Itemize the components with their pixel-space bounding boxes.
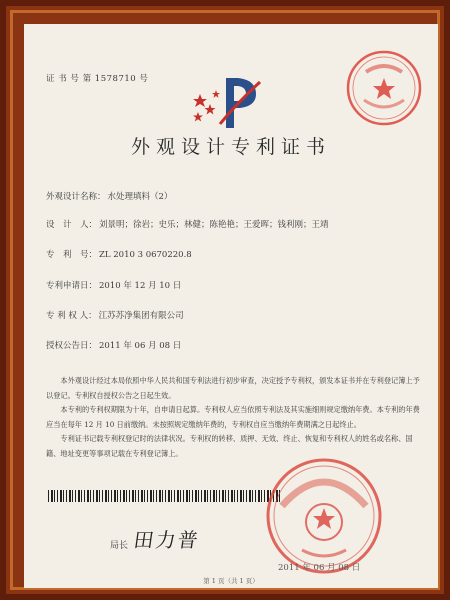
- field-label: 设 计 人：: [46, 220, 98, 230]
- field-label: 专利申请日：: [46, 281, 98, 291]
- field-designers: [46, 218, 329, 230]
- certificate-paper: [24, 24, 438, 588]
- field-label: 专 利 权 人：: [46, 311, 97, 321]
- field-value: 刘景明；徐岩；史乐；林健；陈艳艳；王爱晖；钱利刚；王靖: [99, 220, 329, 230]
- field-value: 江苏苏净集团有限公司: [98, 311, 184, 321]
- issue-date: 2011 年 06 月 08 日: [278, 563, 361, 573]
- field-grant-date: [46, 339, 181, 351]
- director-label: 局长: [110, 541, 129, 551]
- field-value: 2010 年 12 月 10 日: [99, 281, 182, 291]
- field-patentee: [46, 309, 184, 321]
- top-right-seal-icon: [344, 48, 424, 128]
- body-paragraph: 专利证书记载专利权登记时的法律状况。专利权的转移、质押、无效、终止、恢复和专利权人的姓名或名称、国籍、地址变更等事项记载在专利登记簿上。: [46, 434, 413, 458]
- field-patent-number: [46, 248, 192, 260]
- patent-office-logo-icon: [186, 74, 272, 132]
- official-seal-icon: [264, 456, 384, 576]
- field-label: 授权公告日：: [46, 341, 98, 351]
- field-application-date: [46, 279, 181, 291]
- certificate-number: 证 书 号 第 1578710 号: [46, 74, 149, 84]
- field-design-name: [46, 190, 172, 202]
- page-title: 外观设计专利证书: [130, 136, 331, 158]
- field-value: 2011 年 06 月 08 日: [99, 341, 182, 351]
- field-value: ZL 2010 3 0670220.8: [99, 250, 192, 260]
- field-label: 外观设计名称：: [46, 192, 106, 202]
- barcode: [48, 490, 280, 502]
- certificate-body: [46, 374, 426, 461]
- body-paragraph: 本专利的专利权期限为十年，自申请日起算。专利权人应当依照专利法及其实施细则规定缴纳年费。本专利的年费应当在每年 12 月 10 日前缴纳。未按照规定缴纳年费的，专利权自应当缴纳年费期满之日起终止。: [46, 405, 420, 429]
- field-value: 水处理填料（2）: [107, 192, 173, 202]
- body-paragraph: 本外观设计经过本局依照中华人民共和国专利法进行初步审查，决定授予专利权，颁发本证书并在专利登记簿上予以登记。专利权自授权公告之日起生效。: [46, 376, 420, 400]
- director-signature: 田力普: [132, 528, 202, 552]
- page-footer: 第 1 页（共 1 页）: [203, 577, 259, 585]
- field-label: 专 利 号：: [46, 250, 98, 260]
